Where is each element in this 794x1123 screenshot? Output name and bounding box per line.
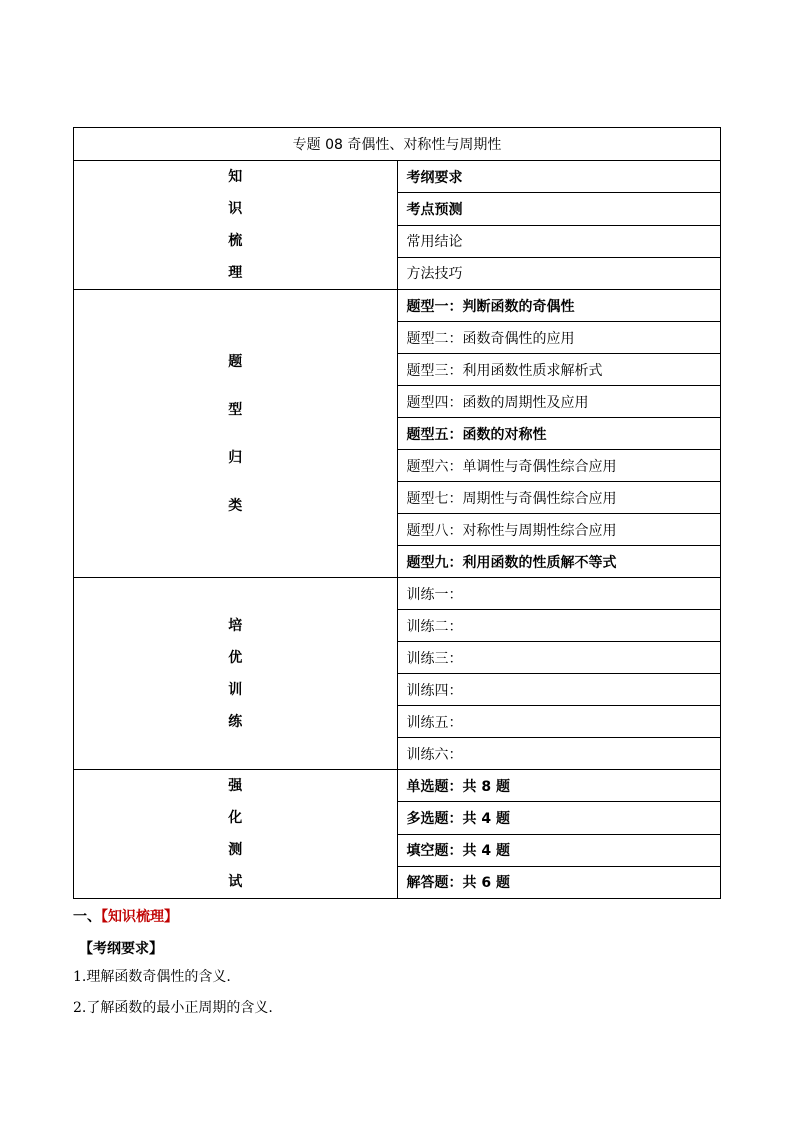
category-char: 知 xyxy=(228,169,243,185)
section-prefix: 一、 xyxy=(73,909,101,925)
toc-item: 题型六：单调性与奇偶性综合应用 xyxy=(397,450,721,482)
category-char: 测 xyxy=(228,842,243,858)
section-title: 【知识梳理】 xyxy=(101,909,178,925)
category-char: 型 xyxy=(228,401,243,418)
toc-item: 训练一： xyxy=(397,578,721,610)
category-label xyxy=(74,290,398,578)
category-char: 强 xyxy=(228,778,243,794)
category-char: 化 xyxy=(228,810,243,826)
toc-item: 考纲要求 xyxy=(397,161,721,193)
category-label xyxy=(74,770,398,899)
category-char: 试 xyxy=(228,874,243,890)
toc-item: 训练二： xyxy=(397,610,721,642)
subsection-heading: 【考纲要求】 xyxy=(79,941,163,957)
category-char: 梳 xyxy=(228,233,243,249)
toc-item: 训练三： xyxy=(397,642,721,674)
toc-item: 题型九：利用函数的性质解不等式 xyxy=(397,546,721,578)
category-char: 题 xyxy=(228,353,243,370)
toc-item: 题型八：对称性与周期性综合应用 xyxy=(397,514,721,546)
toc-item: 题型三：利用函数性质求解析式 xyxy=(397,354,721,386)
toc-item: 题型一：判断函数的奇偶性 xyxy=(397,290,721,322)
category-label xyxy=(74,161,398,290)
toc-item: 单选题：共 8 题 xyxy=(397,770,721,802)
category-char: 类 xyxy=(228,497,243,514)
body-line: 2.了解函数的最小正周期的含义. xyxy=(73,1000,273,1016)
toc-item: 解答题：共 6 题 xyxy=(397,866,721,898)
toc-item: 题型七：周期性与奇偶性综合应用 xyxy=(397,482,721,514)
toc-table xyxy=(73,127,721,899)
toc-item: 训练五： xyxy=(397,706,721,738)
category-char: 培 xyxy=(228,617,243,634)
category-char: 练 xyxy=(228,713,243,730)
category-char: 优 xyxy=(228,649,243,666)
category-char: 归 xyxy=(228,449,243,466)
doc-title: 专题 08 奇偶性、对称性与周期性 xyxy=(74,128,721,161)
toc-item: 常用结论 xyxy=(397,225,721,257)
toc-item: 填空题：共 4 题 xyxy=(397,834,721,866)
section-heading xyxy=(73,906,178,926)
toc-item: 题型五：函数的对称性 xyxy=(397,418,721,450)
category-char: 理 xyxy=(228,265,243,281)
body-line: 1.理解函数奇偶性的含义. xyxy=(73,969,231,985)
category-char: 识 xyxy=(228,201,243,217)
category-label xyxy=(74,578,398,770)
category-char: 训 xyxy=(228,681,243,698)
toc-item: 训练四： xyxy=(397,674,721,706)
toc-item: 方法技巧 xyxy=(397,257,721,289)
toc-item: 题型四：函数的周期性及应用 xyxy=(397,386,721,418)
toc-item: 题型二：函数奇偶性的应用 xyxy=(397,322,721,354)
toc-item: 多选题：共 4 题 xyxy=(397,802,721,834)
toc-item: 训练六： xyxy=(397,738,721,770)
toc-item: 考点预测 xyxy=(397,193,721,225)
